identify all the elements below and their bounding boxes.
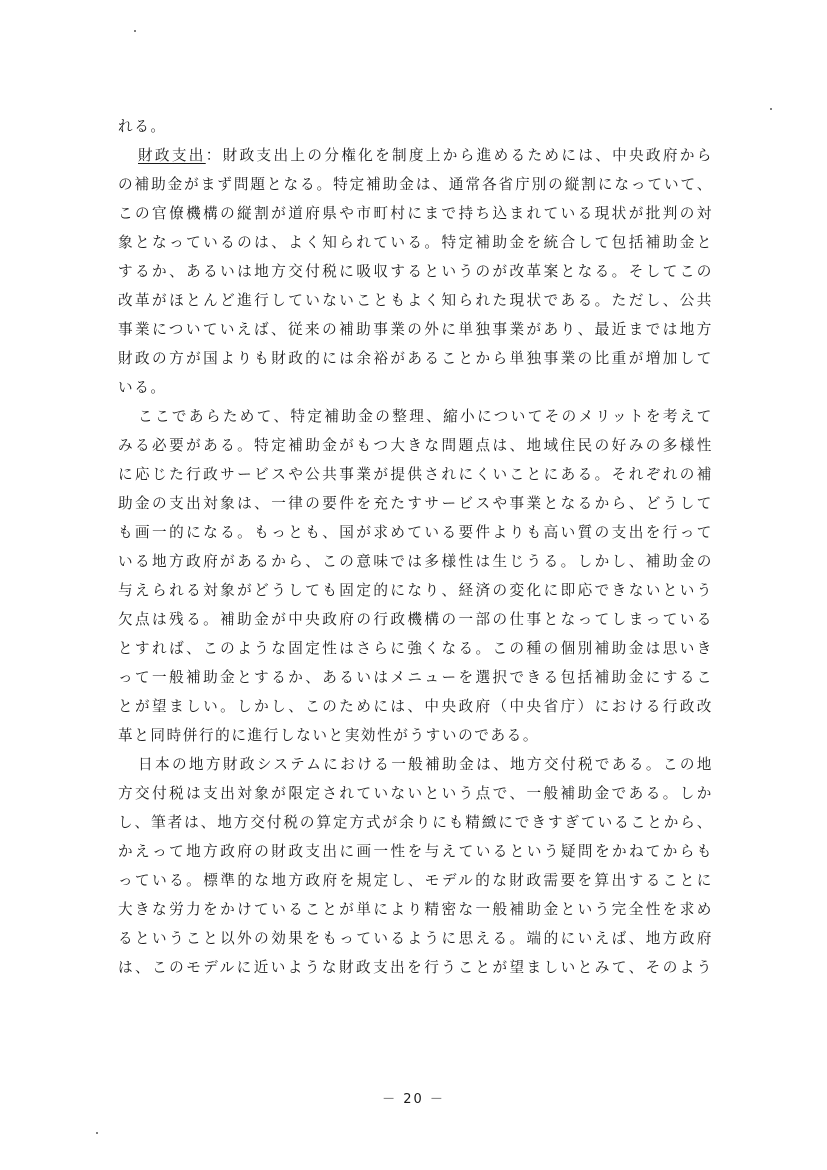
- scan-speck: [134, 30, 136, 32]
- text-line: 与えられる対象がどうしても固定的になり、経済の変化に即応できないという: [118, 582, 713, 599]
- scan-speck: [770, 108, 772, 110]
- text-line: は、このモデルに近いような財政支出を行うことが望ましいとみて、そのよう: [118, 959, 713, 976]
- text-line: 大きな労力をかけていることが単により精密な一般補助金という完全性を求め: [118, 901, 713, 918]
- text-line: って一般補助金とするか、あるいはメニューを選択できる包括補助金にするこ: [118, 669, 713, 686]
- text-line: とが望ましい。しかし、このためには、中央政府（中央省庁）における行政改: [118, 698, 713, 715]
- body-text: [118, 112, 713, 982]
- text-line: れる。: [118, 118, 167, 135]
- text-line: この官僚機構の縦割が道府県や市町村にまで持ち込まれている現状が批判の対: [118, 205, 713, 222]
- page-number: － 20 －: [382, 1092, 445, 1107]
- text-line: 欠点は残る。補助金が中央政府の行政機構の一部の仕事となってしまっている: [118, 611, 713, 628]
- text-line: ここであらためて、特定補助金の整理、縮小についてそのメリットを考えて: [138, 408, 713, 425]
- text-line: し、筆者は、地方交付税の算定方式が余りにも精緻にできすぎていることから、: [118, 814, 713, 831]
- scan-speck: [96, 1132, 98, 1134]
- text-line: かえって地方政府の財政支出に画一性を与えているという疑問をかねてからも: [118, 843, 713, 860]
- text-line: みる必要がある。特定補助金がもつ大きな問題点は、地域住民の好みの多様性: [118, 437, 713, 454]
- text-line: も画一的になる。もっとも、国が求めている要件よりも高い質の支出を行って: [118, 524, 713, 541]
- text-line: 改革がほとんど進行していないこともよく知られた現状である。ただし、公共: [118, 292, 713, 309]
- text-line: いる地方政府があるから、この意味では多様性は生じうる。しかし、補助金の: [118, 553, 713, 570]
- text-line: とすれば、このような固定性はさらに強くなる。この種の個別補助金は思いき: [118, 640, 713, 657]
- section-heading: 財政支出: [138, 147, 206, 164]
- text-line: 助金の支出対象は、一律の要件を充たすサービスや事業となるから、どうして: [118, 495, 713, 512]
- text-line: [118, 141, 713, 170]
- text-line: 事業についていえば、従来の補助事業の外に単独事業があり、最近までは地方: [118, 321, 713, 338]
- text-line: 財政の方が国よりも財政的には余裕があることから単独事業の比重が増加して: [118, 350, 713, 367]
- text-line: いる。: [118, 379, 167, 396]
- text-line: するか、あるいは地方交付税に吸収するというのが改革案となる。そしてこの: [118, 263, 713, 280]
- text-line: 象となっているのは、よく知られている。特定補助金を統合して包括補助金と: [118, 234, 713, 251]
- text-line: に応じた行政サービスや公共事業が提供されにくいことにある。それぞれの補: [118, 466, 713, 483]
- text-line: 方交付税は支出対象が限定されていないという点で、一般補助金である。しか: [118, 785, 713, 802]
- text-line: るということ以外の効果をもっているように思える。端的にいえば、地方政府: [118, 930, 713, 947]
- text-line: の補助金がまず問題となる。特定補助金は、通常各省庁別の縦割になっていて、: [118, 176, 713, 193]
- text-line-rest: ：財政支出上の分権化を制度上から進めるためには、中央政府から: [205, 147, 713, 164]
- text-line: っている。標準的な地方政府を規定し、モデル的な財政需要を算出することに: [118, 872, 713, 889]
- text-line: 革と同時併行的に進行しないと実効性がうすいのである。: [118, 727, 540, 744]
- text-line: 日本の地方財政システムにおける一般補助金は、地方交付税である。この地: [138, 756, 713, 773]
